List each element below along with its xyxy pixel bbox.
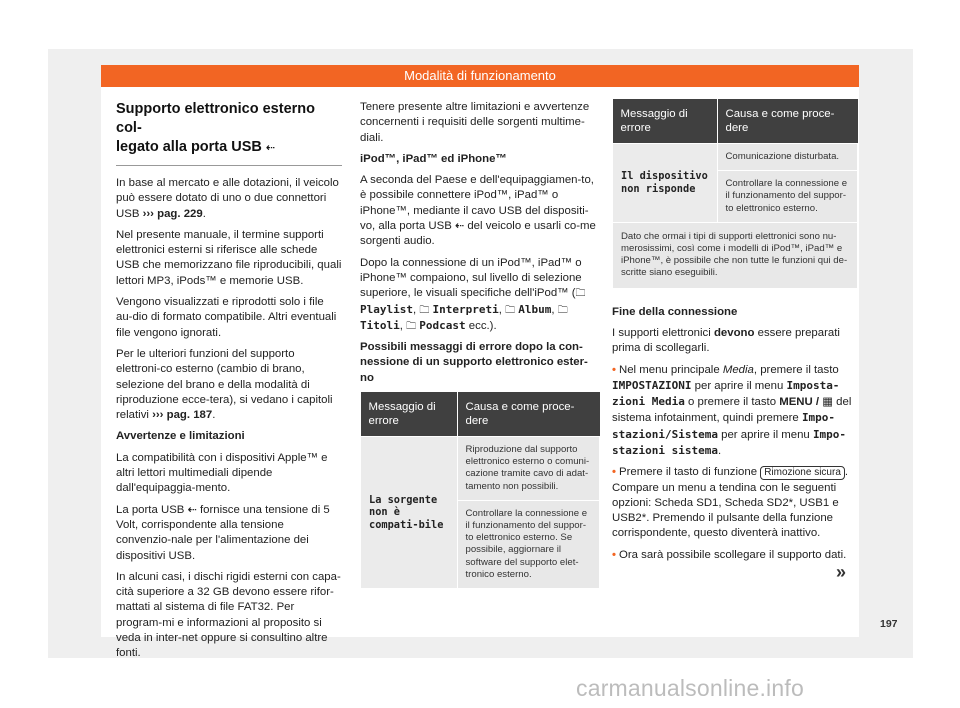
- usb-icon: ⇠: [265, 142, 276, 154]
- paragraph: La porta USB ⇠ fornisce una tensione di 5 Volt, corrispondente alla tensione convenzio-nale per l'alimentazione dei dispositivi USB.: [116, 503, 330, 562]
- page-number: 197: [880, 618, 898, 630]
- bullet-item: • Premere il tasto di funzione Rimozione sicura . Compare un menu a tendina con le seguenti opzioni: Scheda SD1, Scheda SD2*, USB1 e USB2*. Premendo il pulsante della funzione corrispondente, questo diventerà inattivo.: [612, 466, 849, 540]
- button-impostazioni-sistema: Impo-stazioni/Sistema: [612, 411, 836, 441]
- paragraph: La compatibilità con i dispositivi Apple™ e altri lettori multimediali dipende dall'equipaggia-mento.: [116, 451, 328, 495]
- paragraph: Nel presente manuale, il termine supporti elettronici esterni si riferisce alle schede USB che memorizzano file riproducibili, quali lettori MP3, iPods™ e memorie USB.: [116, 228, 342, 287]
- menu-impostazioni-media: Imposta-zioni Media: [612, 378, 840, 409]
- subheading: Fine della connessione: [612, 305, 738, 318]
- page-reference-link[interactable]: ››› pag. 187: [152, 409, 213, 422]
- folder-icon: 🗀: [557, 304, 568, 316]
- safe-removal-button: Rimozione sicura: [760, 466, 845, 480]
- paragraph: In base al mercato e alle dotazioni, il veicolo può essere dotato di uno o due connettori USB ››› pag. 229.: [116, 177, 339, 220]
- table-header-message: Messaggio di errore: [613, 99, 718, 144]
- page-reference-link[interactable]: ››› pag. 229: [142, 207, 203, 220]
- paragraph: Dopo la connessione di un iPod™, iPad™ o iPhone™ compaiono, sul livello di selezione superiore, le visuali specifiche dell'iPod™ (🗀 Playlist, 🗀 Interpreti, 🗀 Album, 🗀 Titoli, 🗀 Podcast ecc.).: [360, 256, 586, 332]
- subheading: Possibili messaggi di errore dopo la con-nessione di un supporto elettronico ester-no: [360, 341, 588, 384]
- section-title: Supporto elettronico esterno col- legato alla porta USB ⇠: [116, 101, 315, 155]
- table-header-cause: Causa e come proce-dere: [717, 99, 858, 144]
- paragraph: Tenere presente altre limitazioni e avvertenze concernenti i requisiti delle sorgenti multime-diali.: [360, 101, 590, 144]
- menu-album: Album: [518, 302, 552, 316]
- subheading: Avvertenze e limitazioni: [116, 430, 245, 443]
- column-right: [612, 100, 858, 569]
- table-cell-cause: Controllare la connessione e il funzionamento del suppor-to elettronico esterno.: [717, 171, 858, 223]
- paragraph: Vengono visualizzati e riprodotti solo i file au-dio di formato compatibile. Altri eventuali file vengono ignorati.: [116, 296, 337, 339]
- bullet-icon: •: [612, 363, 616, 376]
- table-header-cause: Causa e come proce-dere: [457, 392, 600, 437]
- paragraph: In alcuni casi, i dischi rigidi esterni con capa-cità superiore a 32 GB devono essere rifor-mattati al sistema di file FAT32. Per program-mi e informazioni al proposito si veda in inter-net oppure si consultino altre fonti.: [116, 570, 341, 660]
- bullet-item: • Nel menu principale Media, premere il tasto IMPOSTAZIONI per aprire il menu Imposta-zioni Media o premere il tasto MENU / ▦ del sistema infotainment, quindi premere Impo-stazioni/Sistema per aprire il menu Impo-stazioni sistema.: [612, 363, 852, 457]
- folder-icon: 🗀: [406, 320, 417, 332]
- bullet-item: • Ora sarà possibile scollegare il supporto dati.: [612, 548, 847, 561]
- paragraph: Per le ulteriori funzioni del supporto elettroni-co esterno (cambio di brano, selezione del brano e della modalità di riproduzione ecce-tera), si vedano i capitoli relativi ››› pag. 187.: [116, 347, 333, 422]
- bullet-icon: •: [612, 466, 616, 479]
- error-table: [612, 99, 858, 289]
- paragraph: I supporti elettronici devono essere preparati prima di scollegarli.: [612, 326, 840, 355]
- menu-podcast: Podcast: [419, 318, 466, 332]
- section-divider: [116, 165, 342, 166]
- table-cell-cause: Riproduzione dal supporto elettronico esterno o comuni-cazione tramite cavo di adat-tamento non possibili.: [457, 437, 600, 501]
- watermark: carmanualsonline.info: [576, 675, 804, 701]
- folder-icon: 🗀: [419, 304, 430, 316]
- chapter-header: Modalità di funzionamento: [101, 65, 859, 87]
- button-impostazioni: IMPOSTAZIONI: [612, 378, 692, 392]
- table-header-message: Messaggio di errore: [361, 392, 458, 437]
- table-note: Dato che ormai i tipi di supporti elettronici sono nu-merosissimi, così come i modelli di iPod™, iPad™ e iPhone™, è possibile che non tutte le funzioni qui de-scritte siano eseguibili.: [613, 222, 858, 288]
- subheading: iPod™, iPad™ ed iPhone™: [360, 152, 507, 165]
- table-cell-cause: Comunicazione disturbata.: [717, 144, 858, 171]
- column-left: [116, 100, 342, 668]
- bullet-icon: •: [612, 548, 616, 561]
- usb-icon: ⇠: [187, 503, 197, 516]
- menu-titoli: Titoli: [360, 318, 400, 332]
- folder-icon: 🗀: [505, 304, 516, 316]
- error-table: [360, 392, 600, 589]
- folder-icon: 🗀: [575, 288, 586, 300]
- table-cell-cause: Controllare la connessione e il funzionamento del suppor-to elettronico esterno. Se possibile, aggiornare il software del supporto elet-tronico esterno.: [457, 500, 600, 588]
- paragraph: A seconda del Paese e dell'equipaggiamen-to, è possibile connettere iPod™, iPad™ o iPhone™, mediante il cavo USB del dispositi-vo, alla porta USB ⇠ del veicolo e usarli co-me sorgenti audio.: [360, 174, 596, 248]
- menu-playlist: Playlist: [360, 302, 413, 316]
- continued-marker: »: [836, 562, 847, 582]
- error-message: La sorgente non è compati-bile: [361, 437, 458, 589]
- menu-interpreti: Interpreti: [432, 302, 499, 316]
- grid-icon: ▦: [822, 396, 834, 409]
- menu-impostazioni-sistema: Impo-stazioni sistema: [612, 427, 847, 457]
- error-message: Il dispositivo non risponde: [613, 144, 718, 223]
- usb-icon: ⇠: [454, 220, 465, 233]
- menu-key: MENU / ▦: [779, 396, 834, 409]
- column-middle: [360, 100, 600, 589]
